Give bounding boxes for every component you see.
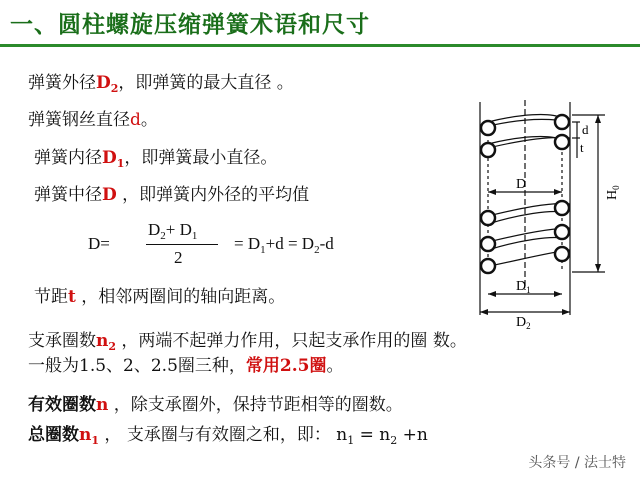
title-divider: [0, 44, 640, 47]
num-b-sub: 1: [191, 230, 198, 242]
text-pre: 弹簧外径: [28, 73, 96, 93]
symbol-n2: n: [96, 331, 109, 351]
rhs-b-sub: 2: [314, 244, 320, 256]
text-post: ，两端不起弹力作用，只起支承作用的圈 数。: [116, 331, 467, 351]
symbol-n: n: [96, 395, 109, 415]
label-D1: [516, 279, 531, 295]
formula-lhs: D=: [88, 234, 110, 253]
highlight-common: 常用2.5圈: [245, 356, 327, 376]
text-pre: 弹簧钢丝直径: [28, 110, 130, 130]
label-H-sub: 0: [611, 185, 621, 190]
rhs-mid: +d = D: [265, 234, 315, 253]
fraction-bar: [146, 244, 218, 245]
line-wire-diameter: [28, 105, 158, 130]
label-H-main: H: [605, 189, 620, 200]
label-D2-main: D: [516, 315, 527, 330]
symbol-d: d: [130, 110, 141, 130]
text-post: ，即弹簧内外径的平均值: [116, 185, 310, 205]
text-post: 。: [140, 110, 158, 130]
label-D1-main: D: [516, 279, 527, 294]
label-D2: [516, 315, 531, 330]
subscript: 2: [108, 340, 117, 353]
eq-sub-1: 1: [347, 434, 355, 447]
page-title: 一、圆柱螺旋压缩弹簧术语和尺寸: [10, 12, 370, 38]
rhs-end: -d: [319, 234, 334, 253]
label-D2-sub: 2: [526, 321, 531, 330]
formula-numerator: [148, 220, 197, 240]
line-support-coils: [28, 326, 467, 351]
formula-denominator: 2: [174, 248, 183, 267]
eq-end: +n: [397, 425, 428, 445]
symbol-t: t: [68, 287, 76, 307]
label-D: D: [516, 177, 527, 192]
eq-sub-2: 2: [390, 434, 398, 447]
text-post: 。: [326, 356, 344, 376]
text-post: ，除支承圈外，保持节距相等的圈数。: [108, 395, 403, 415]
symbol-D: D: [102, 185, 117, 205]
text-pre: 一般为1.5、2、2.5圈三种，: [28, 356, 246, 376]
rhs-a: = D: [234, 234, 261, 253]
text-pre: 支承圈数: [28, 331, 96, 351]
text-pre: 有效圈数: [28, 395, 96, 415]
symbol-D2: D: [96, 73, 111, 93]
formula-rhs: [234, 234, 334, 254]
label-H0: [605, 185, 621, 200]
subscript: 1: [116, 157, 125, 170]
text-pre: 弹簧中径: [34, 185, 102, 205]
text-pre: 节距: [34, 287, 68, 307]
subscript: 2: [110, 82, 119, 95]
text-pre: 总圈数: [28, 425, 79, 445]
label-d: d: [582, 122, 589, 137]
label-D1-sub: 1: [526, 285, 531, 295]
symbol-D1: D: [102, 148, 117, 168]
line-pitch: [34, 282, 285, 307]
eq-mid: = n: [354, 425, 391, 445]
num-plus: + D: [165, 220, 192, 239]
line-active-coils: [28, 390, 403, 415]
symbol-n1: n: [79, 425, 92, 445]
text-post: ，相邻两圈间的轴向距离。: [75, 287, 286, 307]
subscript: 1: [91, 434, 100, 447]
text-post: ，即弹簧的最大直径 。: [118, 73, 294, 93]
line-support-coils-2: [28, 351, 343, 376]
line-outer-diameter: [28, 68, 294, 93]
text-pre: 弹簧内径: [34, 148, 102, 168]
label-t: t: [580, 140, 584, 155]
text-post: ，即弹簧最小直径。: [124, 148, 278, 168]
line-inner-diameter: [34, 143, 277, 168]
svg-text:H0: [605, 185, 621, 200]
num-a: D: [148, 220, 161, 239]
num-a-sub: 2: [160, 230, 166, 242]
text-post: ， 支承圈与有效圈之和，即： n: [99, 425, 348, 445]
watermark: 头条号 / 法士特: [528, 455, 626, 471]
spring-diagram: [450, 100, 630, 330]
line-total-coils: [28, 420, 428, 445]
rhs-a-sub: 1: [260, 244, 266, 256]
line-mean-diameter: [34, 180, 309, 205]
